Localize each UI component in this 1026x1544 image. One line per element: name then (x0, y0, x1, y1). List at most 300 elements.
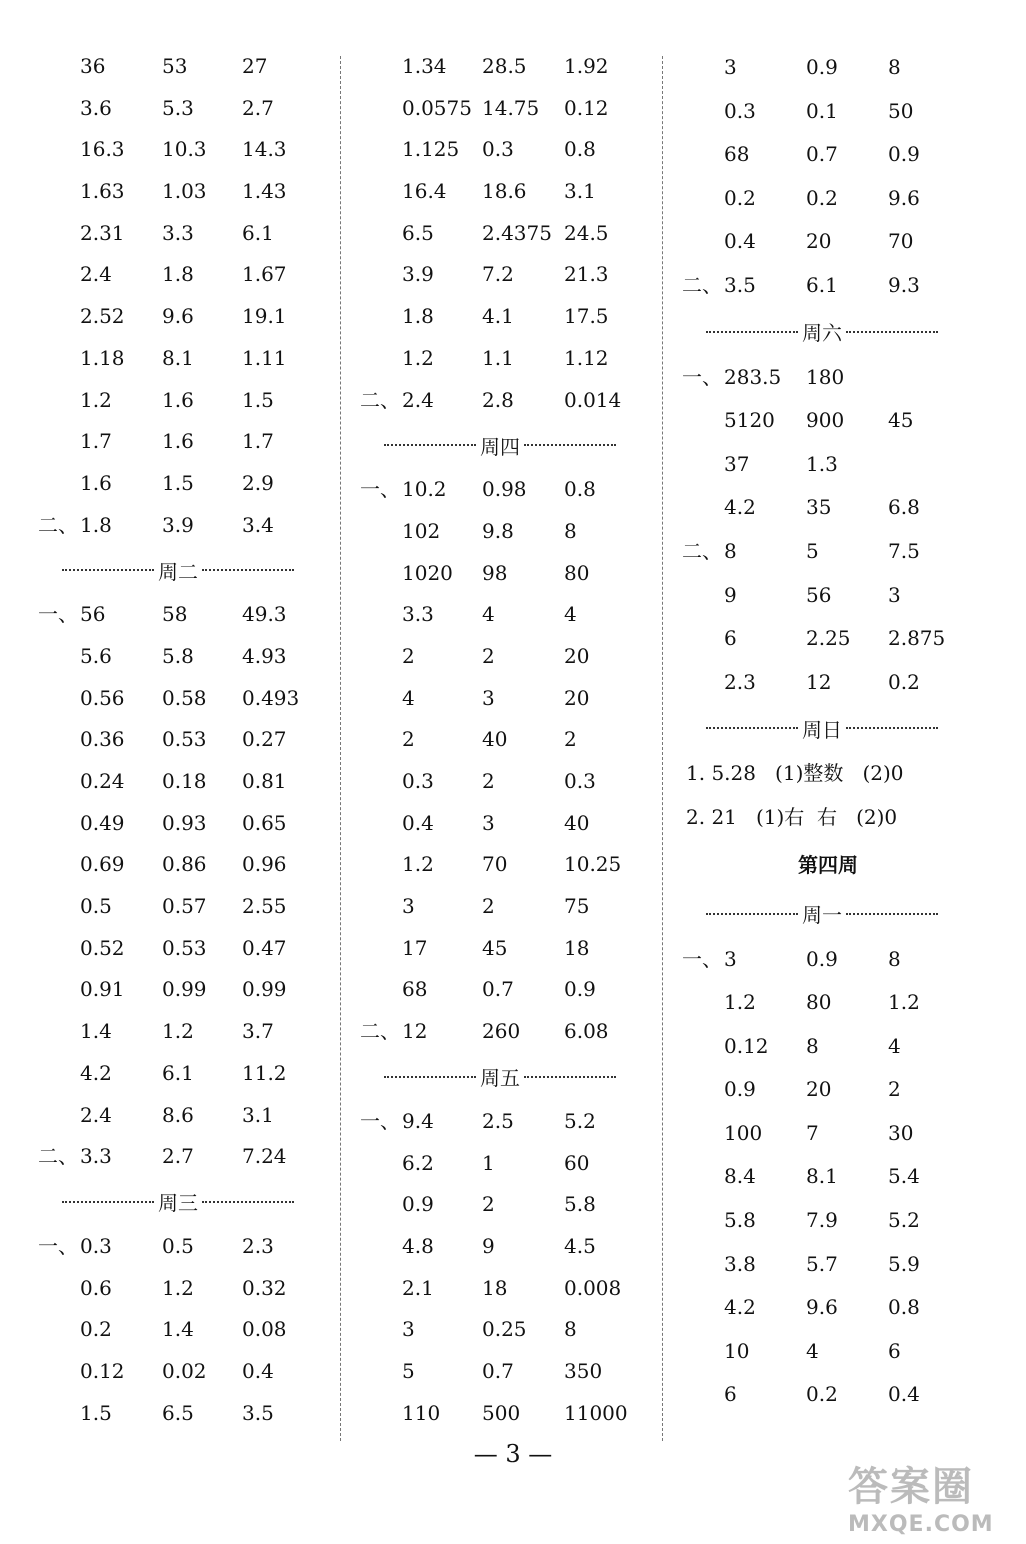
answer-value: 260 (482, 1019, 521, 1044)
answer-value: 53 (162, 54, 188, 78)
answer-row (34, 1011, 334, 1053)
answer-value: 0.53 (162, 727, 207, 752)
answer-value: 0.65 (242, 810, 287, 835)
section-marker: 二、 (682, 272, 722, 297)
answer-value: 20 (806, 229, 832, 254)
section-marker: 一、 (38, 602, 78, 627)
answer-value: 4.2 (80, 1060, 112, 1085)
answer-value: 30 (888, 1120, 914, 1145)
answer-value: 1.2 (402, 852, 434, 877)
answer-row (678, 1199, 978, 1243)
answer-row (356, 171, 656, 213)
answer-value: 3 (402, 1317, 415, 1342)
answer-value: 0.9 (402, 1192, 434, 1217)
answer-row (356, 380, 656, 422)
answer-row (34, 886, 334, 928)
answer-value: 56 (80, 602, 106, 627)
answer-value: 1.7 (242, 429, 274, 454)
answer-value: 10 (724, 1338, 750, 1363)
answer-row (356, 88, 656, 130)
answer-value: 0.7 (482, 1358, 514, 1383)
answer-value: 12 (806, 669, 832, 694)
answer-value: 1.2 (80, 387, 112, 412)
answer-row (356, 886, 656, 928)
answer-row (678, 938, 978, 982)
answer-value: 14.3 (242, 137, 287, 162)
answer-value: 0.2 (80, 1317, 112, 1342)
answer-value: 4 (888, 1033, 901, 1058)
answer-value: 3.5 (724, 272, 756, 297)
answer-value: 3.3 (402, 602, 434, 627)
answer-value: 20 (806, 1077, 832, 1102)
answer-value: 80 (564, 560, 590, 585)
answer-value: 4.5 (564, 1233, 596, 1258)
answer-value: 0.3 (724, 98, 756, 123)
answer-value: 3 (888, 582, 901, 607)
column-divider-1 (340, 56, 341, 1441)
answer-value: 1.5 (162, 470, 194, 495)
answer-row (678, 1025, 978, 1069)
answer-row (356, 1351, 656, 1393)
answer-row (678, 399, 978, 443)
answer-value: 8 (564, 1317, 577, 1342)
answer-row (356, 296, 656, 338)
answer-value: 8.6 (162, 1102, 194, 1127)
answer-row (678, 443, 978, 487)
answer-value: 17.5 (564, 304, 609, 329)
answer-value: 45 (482, 935, 508, 960)
day-header (678, 308, 978, 356)
answer-value: 0.96 (242, 852, 287, 877)
day-header (34, 546, 334, 594)
answer-value: 5.6 (80, 643, 112, 668)
answer-value: 2.9 (242, 470, 274, 495)
answer-value: 1.6 (80, 470, 112, 495)
answer-value: 2 (564, 727, 577, 752)
answer-row (34, 129, 334, 171)
answer-value: 50 (888, 98, 914, 123)
answer-value: 18 (564, 935, 590, 960)
answer-value: 1.4 (80, 1019, 112, 1044)
answer-value: 6.1 (162, 1060, 194, 1085)
answer-value: 0.08 (242, 1317, 287, 1342)
section-marker: 二、 (360, 1019, 400, 1044)
answer-value: 0.9 (724, 1077, 756, 1102)
answer-value: 9 (724, 582, 737, 607)
answer-value: 0.7 (806, 142, 838, 167)
answer-value: 80 (806, 990, 832, 1015)
answer-value: 14.75 (482, 95, 540, 120)
answer-value: 0.493 (242, 685, 300, 710)
answer-value: 35 (806, 495, 832, 520)
answer-value: 0.3 (564, 769, 596, 793)
answer-value: 2 (482, 894, 495, 919)
answer-value: 2.5 (482, 1108, 514, 1133)
answer-row (356, 969, 656, 1011)
answer-value: 49.3 (242, 602, 287, 627)
answer-row (356, 761, 656, 803)
answer-value: 3.9 (402, 262, 434, 287)
answer-value: 1.2 (724, 990, 756, 1015)
answer-value: 2.7 (162, 1144, 194, 1169)
answer-value: 0.99 (242, 977, 287, 1002)
answer-value: 0.8 (888, 1295, 920, 1320)
answer-row (356, 1309, 656, 1351)
answer-value: 5.8 (564, 1192, 596, 1217)
answer-value: 0.9 (806, 55, 838, 79)
answer-value: 2.4 (80, 1102, 112, 1127)
answer-value: 28.5 (482, 54, 527, 78)
answer-column-1 (34, 46, 334, 1434)
answer-row (678, 1155, 978, 1199)
answer-value: 18.6 (482, 179, 527, 204)
answer-value: 3.8 (724, 1251, 756, 1276)
answer-value: 4 (806, 1338, 819, 1363)
answer-row (356, 469, 656, 511)
answer-value: 0.9 (888, 142, 920, 167)
answer-value: 9 (482, 1233, 495, 1258)
text-answer-row: 2. 21 (1)右 右 (2)0 (686, 804, 898, 829)
section-marker: 二、 (38, 1144, 78, 1169)
answer-value: 0.81 (242, 769, 287, 793)
answer-row (678, 1068, 978, 1112)
answer-value: 0.12 (80, 1358, 125, 1383)
day-label: 周三 (158, 1191, 198, 1216)
answer-value: 1.2 (162, 1019, 194, 1044)
answer-value: 3 (482, 810, 495, 835)
answer-value: 1.7 (80, 429, 112, 454)
answer-row (34, 678, 334, 720)
answer-row (678, 1330, 978, 1374)
answer-row (34, 1136, 334, 1178)
answer-value: 0.5 (162, 1233, 194, 1258)
answer-row (34, 803, 334, 845)
answer-value: 2.8 (482, 387, 514, 412)
answer-value: 2 (402, 643, 415, 668)
answer-value: 3.9 (162, 512, 194, 537)
watermark-url: MXQE.COM (848, 1512, 994, 1537)
answer-value: 9.6 (162, 304, 194, 329)
answer-value: 98 (482, 560, 508, 585)
answer-value: 2.31 (80, 220, 125, 245)
answer-value: 1.11 (242, 345, 287, 370)
answer-row (356, 46, 656, 88)
answer-value: 6 (724, 1382, 737, 1407)
answer-value: 7.9 (806, 1208, 838, 1233)
answer-value: 5.7 (806, 1251, 838, 1276)
answer-row (356, 719, 656, 761)
answer-value: 3 (724, 55, 737, 79)
answer-value: 100 (724, 1120, 763, 1145)
answer-value: 6.8 (888, 495, 920, 520)
answer-row (356, 511, 656, 553)
answer-value: 5.3 (162, 95, 194, 120)
answer-value: 1.18 (80, 345, 125, 370)
answer-value: 68 (402, 977, 428, 1002)
day-label: 周五 (480, 1066, 520, 1091)
answer-value: 0.91 (80, 977, 125, 1002)
answer-value: 0.014 (564, 387, 622, 412)
answer-value: 0.56 (80, 685, 125, 710)
answer-value: 5.8 (724, 1208, 756, 1233)
answer-row (34, 636, 334, 678)
answer-value: 2.4375 (482, 220, 552, 245)
answer-value: 18 (482, 1275, 508, 1300)
answer-value: 7.24 (242, 1144, 287, 1169)
answer-row (34, 171, 334, 213)
answer-row (356, 678, 656, 720)
answer-value: 2.875 (888, 626, 946, 651)
answer-row (356, 254, 656, 296)
answer-value: 2.7 (242, 95, 274, 120)
answer-value: 3.4 (242, 512, 274, 537)
answer-value: 3 (482, 685, 495, 710)
answer-value: 21.3 (564, 262, 609, 287)
answer-value: 0.24 (80, 769, 125, 793)
answer-value: 9.3 (888, 272, 920, 297)
answer-value: 6 (888, 1338, 901, 1363)
answer-value: 6 (724, 626, 737, 651)
answer-value: 4.93 (242, 643, 287, 668)
answer-value: 2.3 (242, 1233, 274, 1258)
answer-value: 1.6 (162, 387, 194, 412)
answer-row (356, 803, 656, 845)
answer-value: 5.9 (888, 1251, 920, 1276)
answer-row (34, 505, 334, 547)
week-heading: 第四周 (798, 852, 858, 877)
answer-row (34, 88, 334, 130)
answer-column-3 (678, 46, 978, 1417)
answer-value: 0.8 (564, 137, 596, 162)
answer-value: 2 (482, 643, 495, 668)
answer-value: 0.86 (162, 852, 207, 877)
column-divider-2 (662, 56, 663, 1441)
answer-row (34, 1268, 334, 1310)
answer-value: 4.2 (724, 495, 756, 520)
answer-value: 2.3 (724, 669, 756, 694)
answer-value: 0.25 (482, 1317, 527, 1342)
answer-value: 1020 (402, 560, 453, 585)
answer-value: 16.3 (80, 137, 125, 162)
answer-value: 1 (482, 1150, 495, 1175)
page-number: — 3 — (473, 1440, 553, 1468)
answer-row (678, 46, 978, 90)
answer-value: 3.7 (242, 1019, 274, 1044)
answer-value: 1.63 (80, 179, 125, 204)
answer-value: 283.5 (724, 364, 782, 389)
answer-value: 2.4 (80, 262, 112, 287)
day-label: 周一 (802, 903, 842, 927)
answer-value: 0.02 (162, 1358, 207, 1383)
section-marker: 一、 (360, 1108, 400, 1133)
answer-row (678, 264, 978, 308)
answer-value: 6.5 (402, 220, 434, 245)
answer-row (356, 213, 656, 255)
answer-value: 0.27 (242, 727, 287, 752)
answer-value: 10.3 (162, 137, 207, 162)
answer-value: 1.12 (564, 345, 609, 370)
answer-value: 1.1 (482, 345, 514, 370)
answer-value: 75 (564, 894, 590, 919)
answer-value: 5.2 (564, 1108, 596, 1133)
answer-row (356, 636, 656, 678)
answer-value: 1.8 (162, 262, 194, 287)
answer-value: 0.5 (80, 894, 112, 919)
answer-row (678, 356, 978, 400)
answer-value: 0.4 (724, 229, 756, 254)
answer-row (34, 1053, 334, 1095)
answer-value: 2.52 (80, 304, 125, 329)
answer-row (34, 213, 334, 255)
answer-value: 2.1 (402, 1275, 434, 1300)
answer-value: 1.4 (162, 1317, 194, 1342)
answer-value: 5120 (724, 408, 775, 433)
answer-value: 0.69 (80, 852, 125, 877)
answer-row (34, 594, 334, 636)
answer-row (356, 594, 656, 636)
answer-row (678, 617, 978, 661)
answer-column-2 (356, 46, 656, 1434)
answer-value: 3 (724, 946, 737, 971)
answer-row (34, 761, 334, 803)
answer-value: 2 (482, 1192, 495, 1217)
answer-row (356, 1101, 656, 1143)
answer-value: 1.3 (806, 451, 838, 476)
answer-value: 0.18 (162, 769, 207, 793)
answer-row (34, 254, 334, 296)
answer-value: 6.1 (806, 272, 838, 297)
answer-value: 7 (806, 1120, 819, 1145)
answer-value: 2.4 (402, 387, 434, 412)
answer-value: 0.32 (242, 1275, 287, 1300)
answer-value: 20 (564, 685, 590, 710)
answer-value: 68 (724, 142, 750, 167)
answer-row (356, 1143, 656, 1185)
answer-value: 1.5 (80, 1400, 112, 1425)
answer-value: 36 (80, 54, 106, 78)
answer-value: 3.1 (564, 179, 596, 204)
answer-value: 16.4 (402, 179, 447, 204)
answer-value: 45 (888, 408, 914, 433)
answer-value: 102 (402, 518, 441, 543)
answer-value: 1.34 (402, 54, 447, 78)
answer-row (34, 338, 334, 380)
answer-row (356, 1393, 656, 1435)
answer-value: 8.4 (724, 1164, 756, 1189)
answer-value: 10.2 (402, 477, 447, 502)
answer-value: 0.6 (80, 1275, 112, 1300)
day-header (356, 421, 656, 469)
text-answer-row: 1. 5.28 (1)整数 (2)0 (686, 761, 904, 786)
answer-value: 7.5 (888, 538, 920, 563)
answer-value: 3.1 (242, 1102, 274, 1127)
watermark-title: 答案圈 (848, 1464, 974, 1510)
answer-value: 5.2 (888, 1208, 920, 1233)
answer-value: 350 (564, 1358, 603, 1383)
answer-row (34, 1309, 334, 1351)
answer-value: 0.2 (806, 185, 838, 210)
answer-value: 0.0575 (402, 95, 472, 120)
answer-value: 24.5 (564, 220, 609, 245)
answer-value: 70 (888, 229, 914, 254)
answer-value: 8 (564, 518, 577, 543)
answer-value: 1.03 (162, 179, 207, 204)
answer-value: 1.2 (162, 1275, 194, 1300)
answer-value: 0.12 (564, 95, 609, 120)
answer-value: 6.1 (242, 220, 274, 245)
answer-value: 6.2 (402, 1150, 434, 1175)
answer-value: 5.8 (162, 643, 194, 668)
answer-value: 110 (402, 1400, 441, 1425)
answer-value: 40 (482, 727, 508, 752)
answer-row (678, 1373, 978, 1417)
answer-value: 0.36 (80, 727, 125, 752)
answer-value: 1.5 (242, 387, 274, 412)
answer-value: 0.93 (162, 810, 207, 835)
answer-value: 0.1 (806, 98, 838, 123)
answer-value: 0.2 (888, 669, 920, 694)
answer-value: 0.47 (242, 935, 287, 960)
answer-value: 0.52 (80, 935, 125, 960)
answer-value: 1.67 (242, 262, 287, 287)
answer-row (356, 553, 656, 595)
answer-row (34, 719, 334, 761)
answer-value: 1.6 (162, 429, 194, 454)
answer-value: 0.4 (888, 1382, 920, 1407)
day-header (356, 1053, 656, 1101)
day-header (678, 890, 978, 938)
answer-value: 5 (402, 1358, 415, 1383)
answer-value: 0.98 (482, 477, 527, 502)
answer-row (34, 969, 334, 1011)
answer-value: 8 (724, 538, 737, 563)
answer-value: 0.12 (724, 1033, 769, 1058)
answer-value: 4.2 (724, 1295, 756, 1320)
answer-value: 17 (402, 935, 428, 960)
answer-row (356, 1184, 656, 1226)
answer-value: 37 (724, 451, 750, 476)
answer-value: 3.6 (80, 95, 112, 120)
answer-value: 56 (806, 582, 832, 607)
section-marker: 二、 (682, 538, 722, 563)
answer-value: 5 (806, 538, 819, 563)
answer-value: 0.4 (402, 810, 434, 835)
answer-value: 19.1 (242, 304, 287, 329)
section-marker: 一、 (682, 364, 722, 389)
answer-value: 180 (806, 364, 845, 389)
answer-value: 0.008 (564, 1275, 622, 1300)
answer-row (34, 421, 334, 463)
answer-value: 6.5 (162, 1400, 194, 1425)
answer-value: 11000 (564, 1400, 628, 1425)
answer-row (34, 928, 334, 970)
answer-value: 9.4 (402, 1108, 434, 1133)
day-label: 周四 (480, 434, 520, 459)
answer-value: 0.53 (162, 935, 207, 960)
answer-value: 0.57 (162, 894, 207, 919)
answer-row (34, 380, 334, 422)
answer-row (34, 46, 334, 88)
day-label: 周日 (802, 717, 842, 742)
section-marker: 二、 (360, 387, 400, 412)
answer-value: 2.55 (242, 894, 287, 919)
day-label: 周二 (158, 559, 198, 584)
answer-value: 9.6 (806, 1295, 838, 1320)
answer-value: 20 (564, 643, 590, 668)
answer-value: 4 (402, 685, 415, 710)
answer-value: 0.3 (402, 769, 434, 793)
answer-row (678, 1112, 978, 1156)
